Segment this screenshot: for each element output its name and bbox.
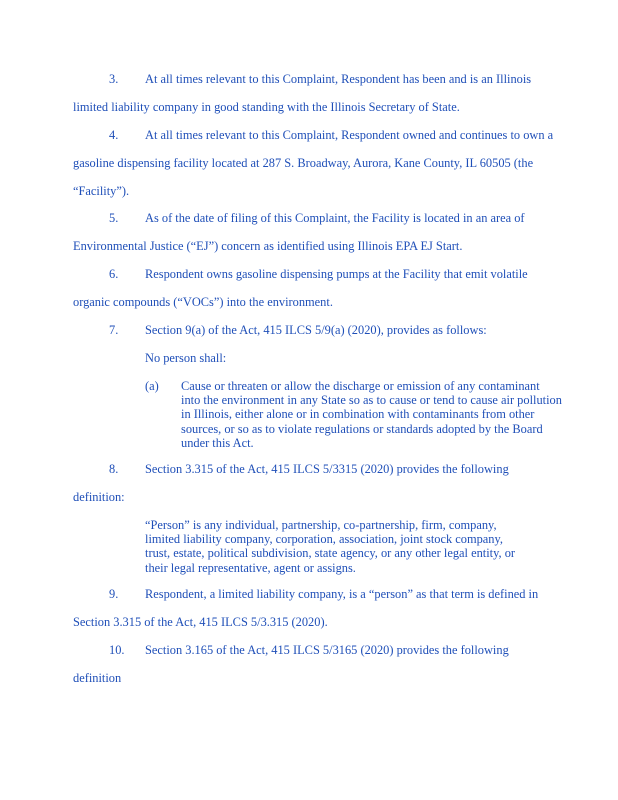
paragraph-3-line-2: limited liability company in good standing with the Illinois Secretary of State. — [73, 100, 460, 114]
paragraph-10-number: 10. — [109, 643, 125, 657]
paragraph-6-line-2: organic compounds (“VOCs”) into the environment. — [73, 295, 333, 309]
paragraph-8-quote — [145, 518, 515, 575]
paragraph-8-quote-line: their legal representative, agent or assigns. — [145, 560, 356, 575]
paragraph-4-line-1: At all times relevant to this Complaint, Respondent owned and continues to own a — [145, 128, 554, 142]
paragraph-7-quote-intro: No person shall: — [145, 351, 227, 365]
paragraph-9-line-2: Section 3.315 of the Act, 415 ILCS 5/3.315 (2020). — [73, 615, 328, 629]
paragraph-3-number: 3. — [109, 72, 119, 86]
paragraph-7-item-line: into the environment in any State so as to cause or tend to cause air pollution — [181, 393, 562, 408]
paragraph-7-item-label: (a) — [145, 379, 159, 393]
paragraph-8-quote-line: “Person” is any individual, partnership, co-partnership, firm, company, — [145, 518, 497, 532]
paragraph-9-line-1: Respondent, a limited liability company, is a “person” as that term is defined in — [145, 587, 539, 601]
paragraph-8-line-1: Section 3.315 of the Act, 415 ILCS 5/3315 (2020) provides the following — [145, 462, 509, 476]
paragraph-5-number: 5. — [109, 211, 119, 225]
paragraph-7-item-line: sources, or so as to violate regulations or standards adopted by the Board — [181, 421, 543, 436]
paragraph-7-item-text — [181, 379, 562, 450]
paragraph-3-line-1: At all times relevant to this Complaint, Respondent has been and is an Illinois — [145, 72, 532, 86]
paragraph-4-number: 4. — [109, 128, 119, 142]
paragraph-8-number: 8. — [109, 462, 119, 476]
paragraph-6-line-1: Respondent owns gasoline dispensing pumps at the Facility that emit volatile — [145, 267, 528, 281]
paragraph-8-quote-line: trust, estate, political subdivision, state agency, or any other legal entity, or — [145, 546, 516, 561]
paragraph-4-line-3: “Facility”). — [73, 184, 130, 198]
paragraph-7-item-line: under this Act. — [181, 435, 254, 450]
paragraph-9-number: 9. — [109, 587, 119, 601]
paragraph-8-quote-line: limited liability company, corporation, association, joint stock company, — [145, 532, 503, 547]
paragraph-5-line-2: Environmental Justice (“EJ”) concern as identified using Illinois EPA EJ Start. — [73, 239, 463, 253]
paragraph-7-item-line: Cause or threaten or allow the discharge or emission of any contaminant — [181, 379, 540, 393]
paragraph-8-line-2: definition: — [73, 490, 125, 504]
paragraph-7-number: 7. — [109, 323, 119, 337]
paragraph-6-number: 6. — [109, 267, 119, 281]
paragraph-5-line-1: As of the date of filing of this Complaint, the Facility is located in an area of — [145, 211, 525, 225]
paragraph-7-line-1: Section 9(a) of the Act, 415 ILCS 5/9(a) (2020), provides as follows: — [145, 323, 487, 337]
paragraph-10-line-1: Section 3.165 of the Act, 415 ILCS 5/3165 (2020) provides the following — [145, 643, 509, 657]
paragraph-4-line-2: gasoline dispensing facility located at 287 S. Broadway, Aurora, Kane County, IL 60505 (the — [73, 156, 534, 170]
paragraph-10-line-2: definition — [73, 671, 122, 685]
paragraph-7-item-line: in Illinois, either alone or in combination with contaminants from other — [181, 407, 535, 422]
